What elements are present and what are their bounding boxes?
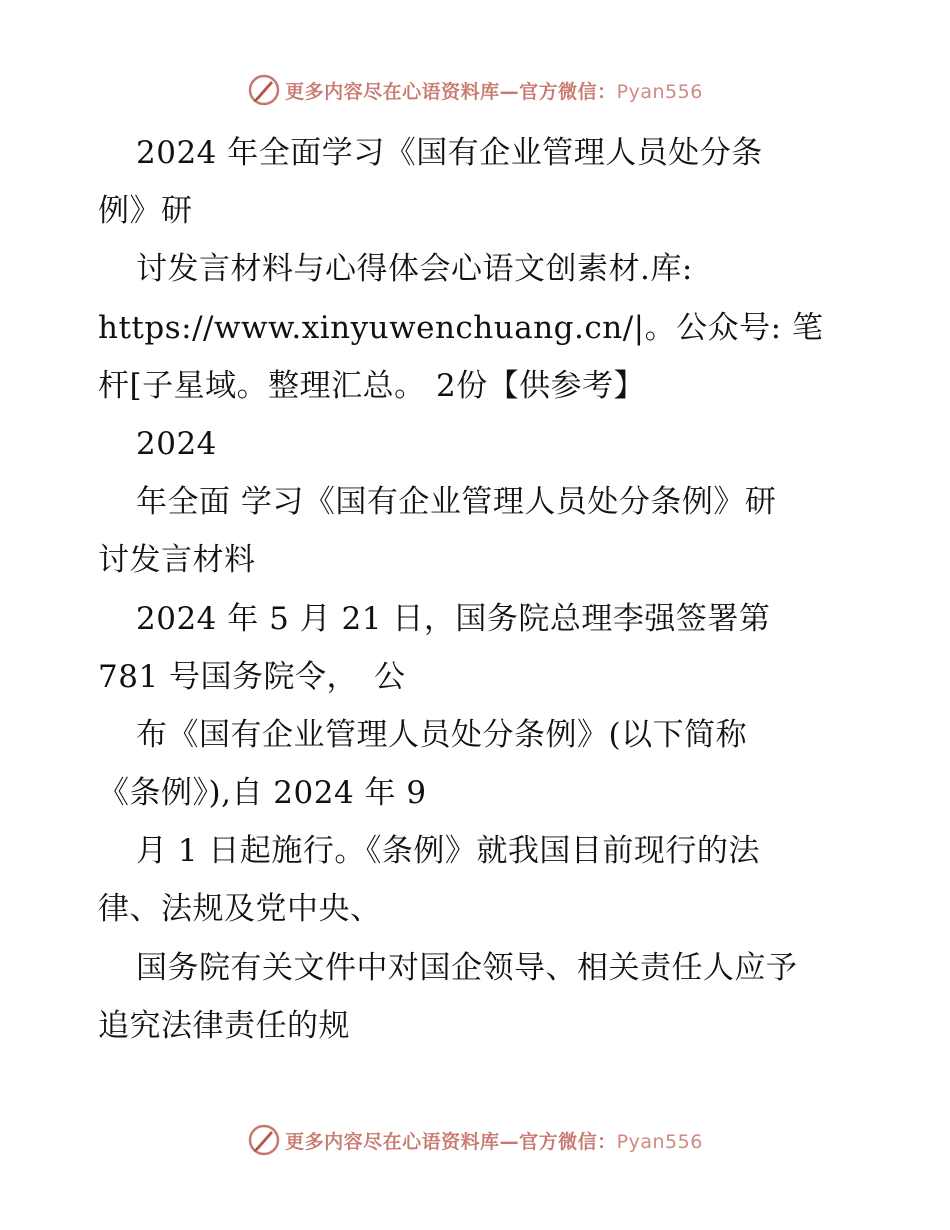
- document-line: 杆[子星域。整理汇总。 2份【供参考】: [98, 367, 646, 404]
- document-line: 布《国有企业管理人员处分条例》(以下简称: [136, 716, 748, 753]
- document-line: 国务院有关文件中对国企领导、相关责任人应予: [136, 949, 798, 986]
- document-line: 讨发言材料: [98, 542, 256, 579]
- document-line: 781 号国务院令， 公: [98, 658, 406, 695]
- quill-logo-icon: [247, 73, 281, 107]
- document-line: 2024: [136, 425, 217, 462]
- banner-text: 更多内容尽在心语资料库—官方微信：Pyan556: [285, 1130, 703, 1153]
- document-line: 讨发言材料与心得体会心语文创素材.库:: [136, 251, 693, 288]
- document-line: 追究法律责任的规: [98, 1007, 350, 1044]
- document-line: 月 1 日起施行。《条例》就我国目前现行的法: [136, 833, 760, 870]
- quill-logo-icon: [247, 1123, 281, 1157]
- document-line: 年全面 学习《国有企业管理人员处分条例》研: [136, 484, 777, 521]
- document-line: 律、法规及党中央、: [98, 891, 382, 928]
- footer-banner: [0, 1120, 950, 1160]
- document-line: 例》研: [98, 193, 193, 230]
- header-banner: [0, 70, 950, 110]
- document-line: 《条例》),自 2024 年 9: [98, 775, 427, 812]
- document-line: 2024 年 5 月 21 日，国务院总理李强签署第: [136, 600, 771, 637]
- document-line: 2024 年全面学习《国有企业管理人员处分条: [136, 135, 763, 171]
- document-body: [98, 124, 858, 1055]
- document-line: https://www.xinyuwenchuang.cn/|。公众号: 笔: [98, 309, 824, 346]
- banner-text: 更多内容尽在心语资料库—官方微信：Pyan556: [285, 80, 703, 103]
